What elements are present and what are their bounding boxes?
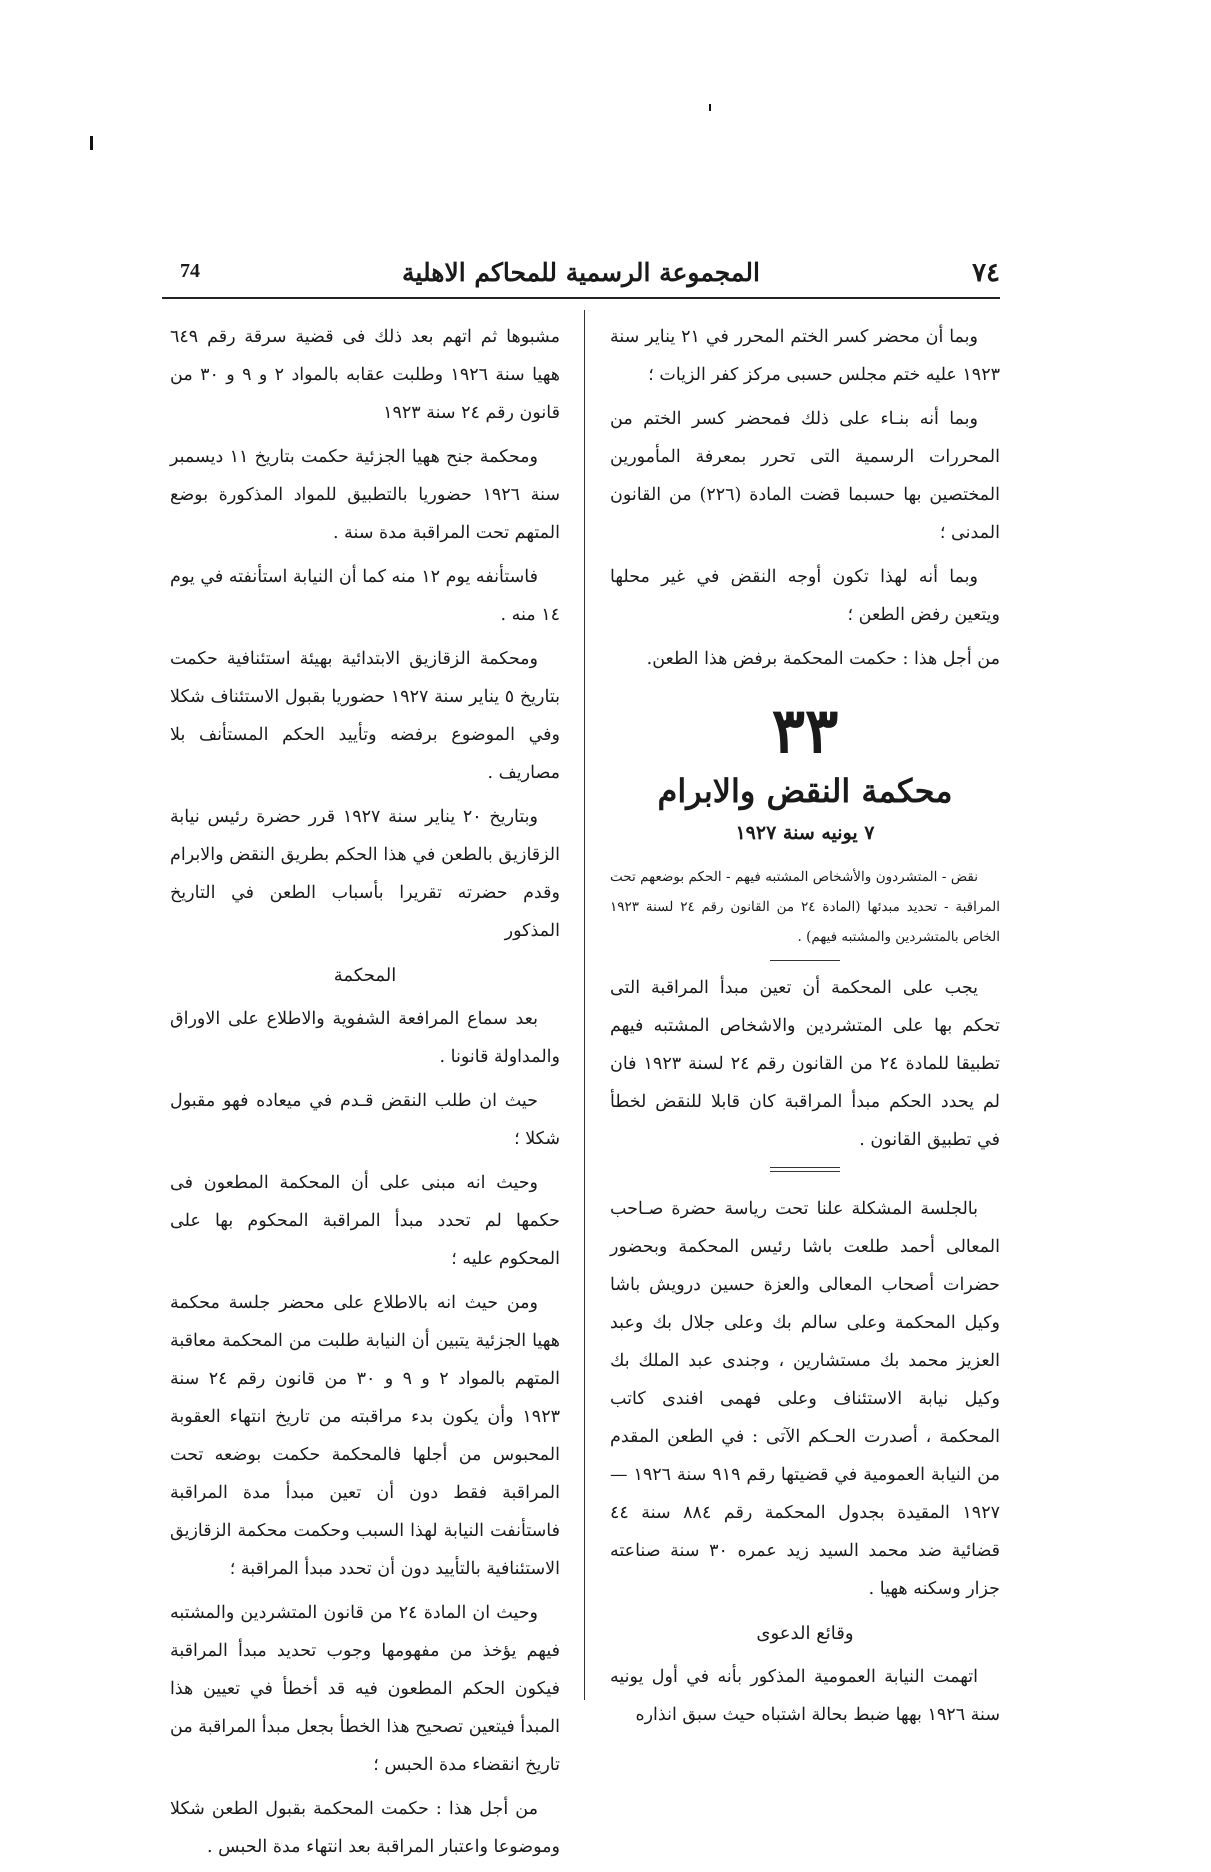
session-paragraph: بالجلسة المشكلة علنا تحت رياسة حضرة صـاحب المعالى أحمد طلعت باشا رئيس المحكمة وبحضور حضرات أصحاب المعالى والعزة حسين درويش باشا وكيل المحكمة وعلى سالم بك وعلى جلال بك وعبد العزيز محمد بك مستشارين ، وجندى عبد الملك بك وكيل نيابة الاستئناف وعلى فهمى افندى كاتب المحكمة ، أصدرت الحـكم الآتى : في الطعن المقدم من النيابة العمومية في قضيتها رقم ٩١٩ سنة ١٩٢٦ — ١٩٢٧ المقيدة بجدول المحكمة رقم ٨٨٤ سنة ٤٤ قضائية ضد محمد السيد زيد عمره ٣٠ سنة صناعته جزار وسكنه ههيا . <box>610 1199 1000 1599</box>
paragraph: بعد سماع المرافعة الشفوية والاطلاع على الاوراق والمداولة قانونا . <box>170 1009 560 1067</box>
paragraph: ومحكمة جنح ههيا الجزئية حكمت بتاريخ ١١ ديسمبر سنة ١٩٢٦ حضوريا بالتطبيق للمواد المذكورة بوضع المتهم تحت المراقبة مدة سنة . <box>170 447 561 543</box>
paragraph: وبتاريخ ٢٠ يناير سنة ١٩٢٧ قرر حضرة رئيس نيابة الزقازيق بالطعن في هذا الحكم بطريق النقض والابرام وقدم حضرته تقريرا بأسباب الطعن في التاريخ المذكور <box>170 807 560 941</box>
paragraph: ومن حيث انه بالاطلاع على محضر جلسة محكمة ههيا الجزئية يتبين أن النيابة طلبت من المحكمة معاقبة المتهم بالمواد ٢ و ٩ و ٣٠ من قانون رقم ٢٤ سنة ١٩٢٣ وأن يكون بدء مراقبته من تاريخ انتهاء العقوبة المحبوس من أجلها فالمحكمة حكمت بوضعه تحت المراقبة فقط دون أن تعين مبدأ مدة المراقبة فاستأنفت النيابة لهذا السبب وحكمت محكمة الزقازيق الاستئنافية بالتأييد دون أن تحدد مبدأ المراقبة ؛ <box>170 1293 560 1579</box>
court-name: محكمة النقض والابرام <box>657 772 953 810</box>
legal-principle: يجب على المحكمة أن تعين مبدأ المراقبة التى تحكم بها على المتشردين والاشخاص المشتبه فيهم تطبيقا للمادة ٢٤ من القانون رقم ٢٤ لسنة ١٩٢٣ فان لم يحدد الحكم مبدأ المراقبة كان قابلا للنقض لخطأ في تطبيق القانون . <box>610 978 1000 1150</box>
ruling-date: ٧ يونيه سنة ١٩٢٧ <box>735 822 875 844</box>
paragraph: فاستأنفه يوم ١٢ منه كما أن النيابة استأنفته في يوم ١٤ منه . <box>170 567 560 625</box>
page-header <box>162 258 1000 294</box>
scan-mark <box>709 104 711 111</box>
separator <box>770 960 840 961</box>
paragraph: وبما أنه بنـاء على ذلك فمحضر كسر الختم من المحررات الرسمية التى تحرر بمعرفة المأمورين المختصين بها حسبما قضت المادة (٢٢٦) من القانون المدنى ؛ <box>610 409 1000 543</box>
journal-title: المجموعة الرسمية للمحاكم الاهلية <box>402 258 760 287</box>
left-column <box>170 318 560 1872</box>
page-number-latin: 74 <box>180 260 200 282</box>
page-number-arabic: ٧٤ <box>972 258 1000 288</box>
paragraph: ومحكمة الزقازيق الابتدائية بهيئة استئنافية حكمت بتاريخ ٥ يناير سنة ١٩٢٧ حضوريا بقبول الاستئناف شكلا وفي الموضوع برفضه وتأييد الحكم المستأنف بلا مصاريف . <box>170 649 560 783</box>
case-summary: نقض - المتشردون والأشخاص المشتبه فيهم - الحكم بوضعهم تحت المراقبة - تحديد مبدئها (المادة ٢٤ من القانون رقم ٢٤ لسنة ١٩٢٣ الخاص بالمتشردين والمشتبه فيهم) . <box>610 869 1000 945</box>
paragraph: حيث ان طلب النقض قـدم في ميعاده فهو مقبول شكلا ؛ <box>170 1091 560 1149</box>
paragraph: وحيث انه مبنى على أن المحكمة المطعون فى حكمها لم تحدد مبدأ المراقبة المحكوم بها على المحكوم عليه ؛ <box>170 1173 560 1269</box>
facts-heading: وقائع الدعوى <box>756 1623 854 1644</box>
separator <box>770 1167 840 1172</box>
paragraph: وبما أنه لهذا تكون أوجه النقض في غير محلها ويتعين رفض الطعن ؛ <box>610 567 1000 625</box>
column-divider <box>584 310 585 1700</box>
right-column <box>610 318 1000 1740</box>
paragraph: وبما أن محضر كسر الختم المحرر في ٢١ يناير سنة ١٩٢٣ عليه ختم مجلس حسبى مركز كفر الزيات ؛ <box>610 327 1000 385</box>
paragraph: وحيث ان المادة ٢٤ من قانون المتشردين والمشتبه فيهم يؤخذ من مفهومها وجوب تحديد مبدأ المراقبة فيكون الحكم المطعون فيه قد أخطأ في تعيين هذا المبدأ فيتعين تصحيح هذا الخطأ بجعل مبدأ المراقبة من تاريخ انقضاء مدة الحبس ؛ <box>170 1603 560 1775</box>
header-rule <box>162 297 1000 299</box>
paragraph: من أجل هذا : حكمت المحكمة بقبول الطعن شكلا وموضوعا واعتبار المراقبة بعد انتهاء مدة الحبس . <box>170 1799 560 1857</box>
facts-paragraph: اتهمت النيابة العمومية المذكور بأنه في أول يونيه سنة ١٩٢٦ بهها ضبط بحالة اشتباه حيث سبق انذاره <box>610 1667 1000 1725</box>
paragraph: مشبوها ثم اتهم بعد ذلك فى قضية سرقة رقم ٦٤٩ ههيا سنة ١٩٢٦ وطلبت عقابه بالمواد ٢ و ٩ و ٣٠ من قانون رقم ٢٤ سنة ١٩٢٣ <box>170 327 561 423</box>
scan-mark <box>90 136 93 150</box>
verdict: من أجل هذا : حكمت المحكمة برفض هذا الطعن. <box>646 649 1000 669</box>
court-heading: المحكمة <box>333 965 397 986</box>
case-number: ٣٣ <box>771 694 839 767</box>
